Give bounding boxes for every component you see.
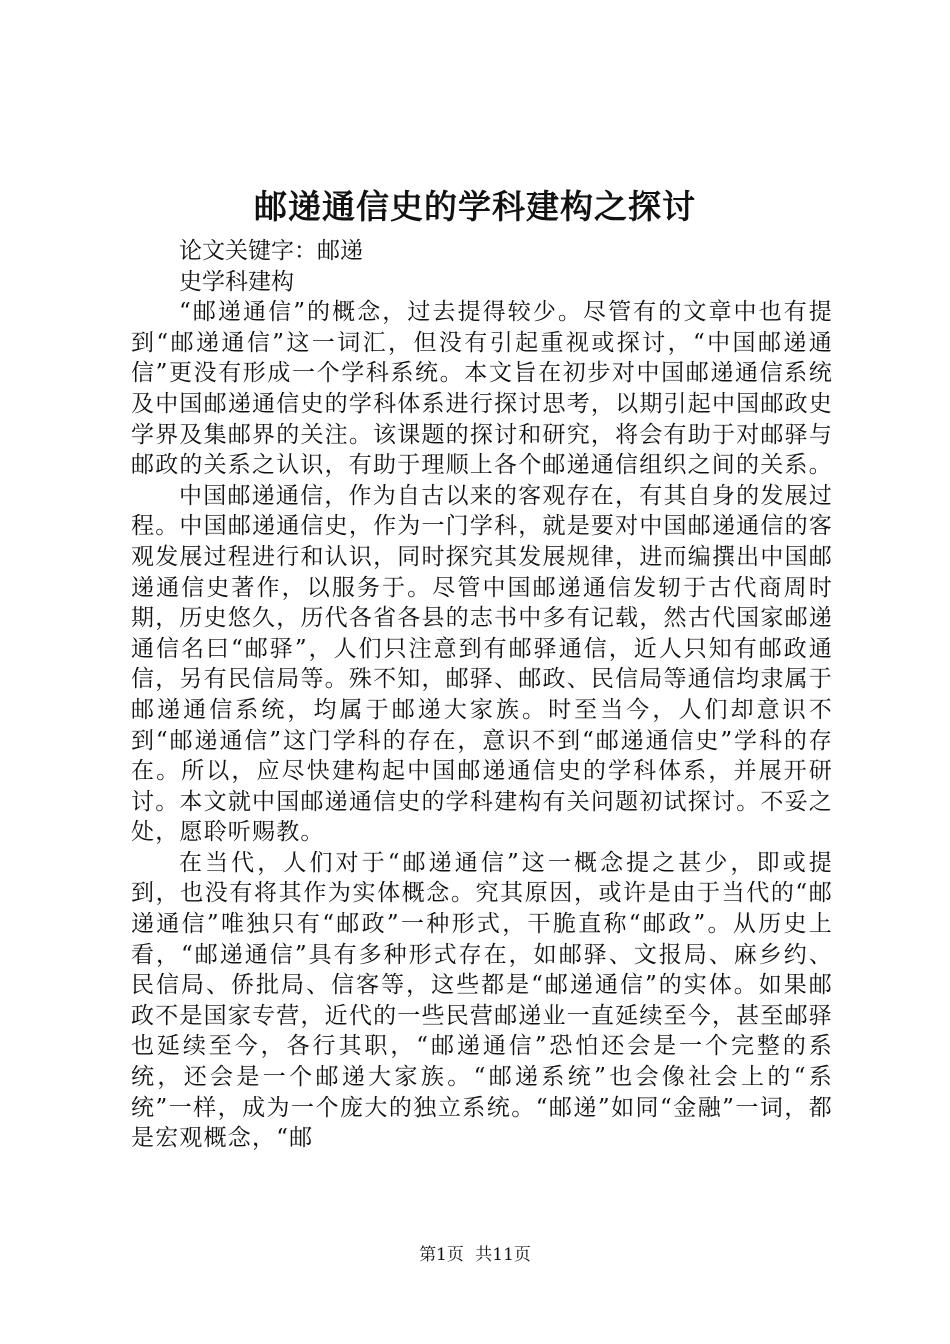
page-footer	[0, 1243, 950, 1267]
document-title: 邮递通信史的学科建构之探讨	[254, 187, 696, 226]
paragraph-1: “邮递通信”的概念，过去提得较少。尽管有的文章中也有提到“邮递通信”这一词汇，但没有引起重视或探讨，“中国邮递通信”更没有形成一个学科系统。本文旨在初步对中国邮递通信系统及中国邮递通信史的学科体系进行探讨思考，以期引起中国邮政史学界及集邮界的关注。该课题的探讨和研究，将会有助于对邮驿与邮政的关系之认识，有助于理顺上各个邮递通信组织之间的关系。	[131, 299, 833, 479]
paragraph-3: 在当代，人们对于“邮递通信”这一概念提之甚少，即或提到，也没有将其作为实体概念。究其原因，或许是由于当代的“邮递通信”唯独只有“邮政”一种形式，干脆直称“邮政”。从历史上看，“邮递通信”具有多种形式存在，如邮驿、文报局、麻乡约、民信局、侨批局、信客等，这些都是“邮递通信”的实体。如果邮政不是国家专营，近代的一些民营邮递业一直延续至今，甚至邮驿也延续至今，各行其职，“邮递通信”恐怕还会是一个完整的系统，还会是一个邮递大家族。“邮递系统”也会像社会上的“系统”一样，成为一个庞大的独立系统。“邮递”如同“金融”一词，都是宏观概念，“邮	[131, 849, 833, 1152]
page-number: 第1页	[419, 1245, 464, 1265]
keywords-line: 论文关键字：邮递	[179, 238, 363, 264]
document-body	[131, 236, 833, 1154]
page-total: 共11页	[475, 1245, 531, 1265]
keywords-line-continued: 史学科建构	[179, 268, 294, 295]
paragraph-2: 中国邮递通信，作为自古以来的客观存在，有其自身的发展过程。中国邮递通信史，作为一门学科，就是要对中国邮递通信的客观发展过程进行和认识，同时探究其发展规律，进而编撰出中国邮递通信史著作，以服务于。尽管中国邮递通信发轫于古代商周时期，历史悠久，历代各省各县的志书中多有记载，然古代国家邮递通信名曰“邮驿”，人们只注意到有邮驿通信，近人只知有邮政通信，另有民信局等。殊不知，邮驿、邮政、民信局等通信均隶属于邮递通信系统，均属于邮递大家族。时至当今，人们却意识不到“邮递通信”这门学科的存在，意识不到“邮递通信史”学科的存在。所以，应尽快建构起中国邮递通信史的学科体系，并展开研讨。本文就中国邮递通信史的学科建构有关问题初试探讨。不妥之处，愿聆听赐教。	[131, 482, 833, 846]
